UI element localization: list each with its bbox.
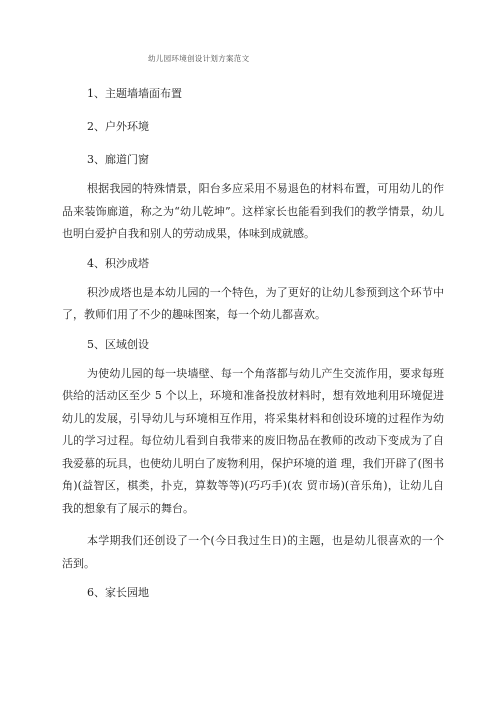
paragraph-sand-tower: 积沙成塔也是本幼儿园的一个特色，为了更好的让幼儿参预到这个环节中了，教师们用了不少的趣味图案，每一个幼儿都喜欢。 (62, 285, 444, 321)
section-heading-5: 5、区域创设 (87, 337, 149, 351)
section-heading-2: 2、户外环境 (87, 120, 149, 133)
section-heading-4: 4、积沙成塔 (87, 256, 149, 270)
document-body (62, 86, 444, 601)
section-heading-3: 3、廊道门窗 (87, 153, 149, 166)
paragraph-area-setup: 为使幼儿园的每一块墙壁、每一个角落都与幼儿产生交流作用，要求每班供给的活动区至少 5 个以上，环境和准备投放材料时，想有效地利用环境促进幼儿的发展，引导幼儿与环境相互作用，将采集材料和创设环境的过程作为幼儿的学习过程。每位幼儿看到自我带来的废旧物品在教师的改动下变成为了自我爱慕的玩具，也使幼儿明白了废物利用，保护环境的道 理，我们开辟了(图书角)(益智区，棋类，扑克，算数等等)(巧巧手)(农 贸市场)(音乐角)，让幼儿自我的想象有了展示的舞台。 (62, 366, 444, 515)
section-heading-1: 1、主题墙墙面布置 (87, 87, 182, 100)
paragraph-corridor: 根据我园的特殊情景，阳台多应采用不易退色的材料布置，可用幼儿的作品来装饰廊道，称之为“幼儿乾坤”。这样家长也能看到我们的教学情景，幼儿也明白爱护自我和别人的劳动成果，体味到成就感。 (62, 182, 444, 240)
paragraph-birthday-theme: 本学期我们还创设了一个(今日我过生日)的主题，也是幼儿很喜欢的一个活到。 (62, 534, 444, 570)
section-heading-6: 6、家长园地 (87, 586, 149, 599)
page-header: 幼儿园环境创设计划方案范文 (148, 54, 250, 63)
